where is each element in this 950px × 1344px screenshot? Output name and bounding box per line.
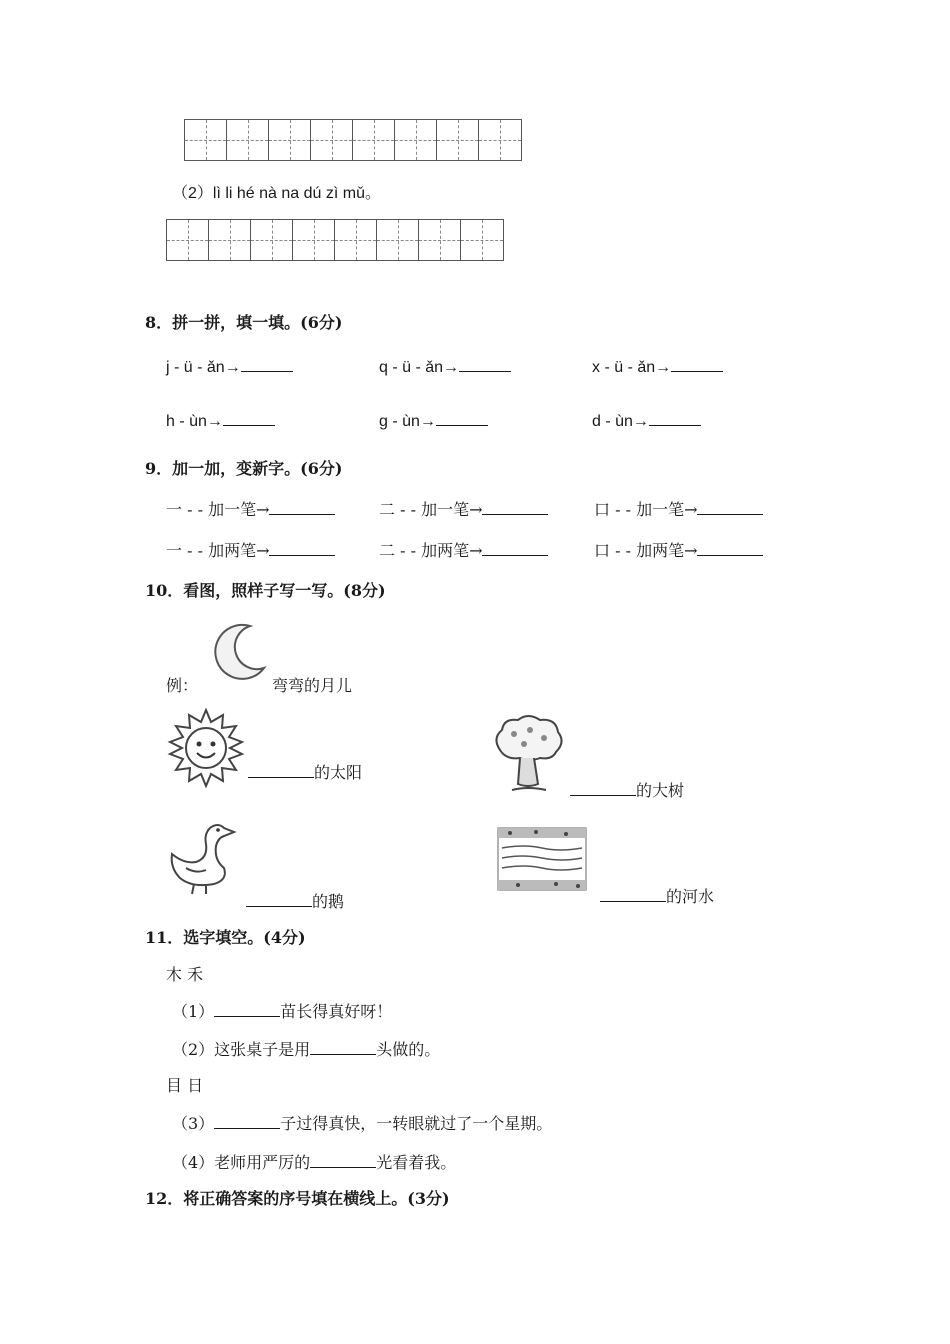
example-label: 例： [166,676,199,695]
char-pair-2: 目 日 [166,1076,204,1095]
q10-tree-item: 的大树 [570,778,684,801]
answer-blank[interactable] [436,411,488,426]
writing-grid-2[interactable] [166,219,504,261]
answer-blank[interactable] [649,411,701,426]
answer-blank[interactable] [246,892,312,907]
q7-item-2: （2）lì li hé nà na dú zì mǔ。 [172,185,381,202]
answer-blank[interactable] [214,1114,280,1129]
q11-sentence-3: （3） 子过得真快，一转眼就过了一个星期。 [172,1114,553,1133]
moon-icon [206,620,268,682]
q11-sentence-2: （2）这张桌子是用 头做的。 [172,1040,441,1059]
answer-blank[interactable] [248,763,314,778]
q9-item: 口 - - 加两笔→ [594,538,763,561]
q9-item: 一 - - 加一笔→ [166,497,335,520]
q8-item: j - ü - ǎn→ [166,357,293,377]
q11-sentence-4: （4）老师用严厉的 光看着我。 [172,1153,457,1172]
q8-item: q - ü - ǎn→ [379,357,511,377]
q11-title: 11．选字填空。(4分) [145,928,306,947]
q9-item: 二 - - 加一笔→ [379,497,548,520]
answer-blank[interactable] [241,357,293,372]
answer-blank[interactable] [600,887,666,902]
q8-item: d - ùn→ [592,411,701,431]
q9-title: 9．加一加，变新字。(6分) [145,459,343,478]
answer-blank[interactable] [223,411,275,426]
goose-icon [166,816,240,896]
answer-blank[interactable] [310,1153,376,1168]
q8-item: x - ü - ǎn→ [592,357,723,377]
answer-blank[interactable] [697,541,763,556]
char-pair-1: 木 禾 [166,965,204,984]
answer-blank[interactable] [269,500,335,515]
answer-blank[interactable] [482,500,548,515]
example-text: 弯弯的月儿 [272,676,353,695]
q12-title: 12．将正确答案的序号填在横线上。(3分) [145,1189,450,1208]
q10-goose-item: 的鹅 [246,889,344,912]
q9-item: 口 - - 加一笔→ [594,497,763,520]
q10-river-item: 的河水 [600,884,714,907]
answer-blank[interactable] [671,357,723,372]
q10-title: 10．看图，照样子写一写。(8分) [145,581,386,600]
answer-blank[interactable] [214,1002,280,1017]
sun-icon [166,708,246,788]
writing-grid-1[interactable] [184,119,522,161]
answer-blank[interactable] [570,781,636,796]
answer-blank[interactable] [310,1040,376,1055]
q11-sentence-1: （1） 苗长得真好呀！ [172,1002,393,1021]
river-icon [496,826,588,892]
q10-sun-item: 的太阳 [248,760,362,783]
answer-blank[interactable] [459,357,511,372]
answer-blank[interactable] [482,541,548,556]
q9-item: 一 - - 加两笔→ [166,538,335,561]
tree-icon [490,714,566,792]
q8-item: g - ùn→ [379,411,488,431]
q9-item: 二 - - 加两笔→ [379,538,548,561]
answer-blank[interactable] [697,500,763,515]
q8-title: 8．拼一拼，填一填。(6分) [145,313,343,332]
q8-item: h - ùn→ [166,411,275,431]
answer-blank[interactable] [269,541,335,556]
